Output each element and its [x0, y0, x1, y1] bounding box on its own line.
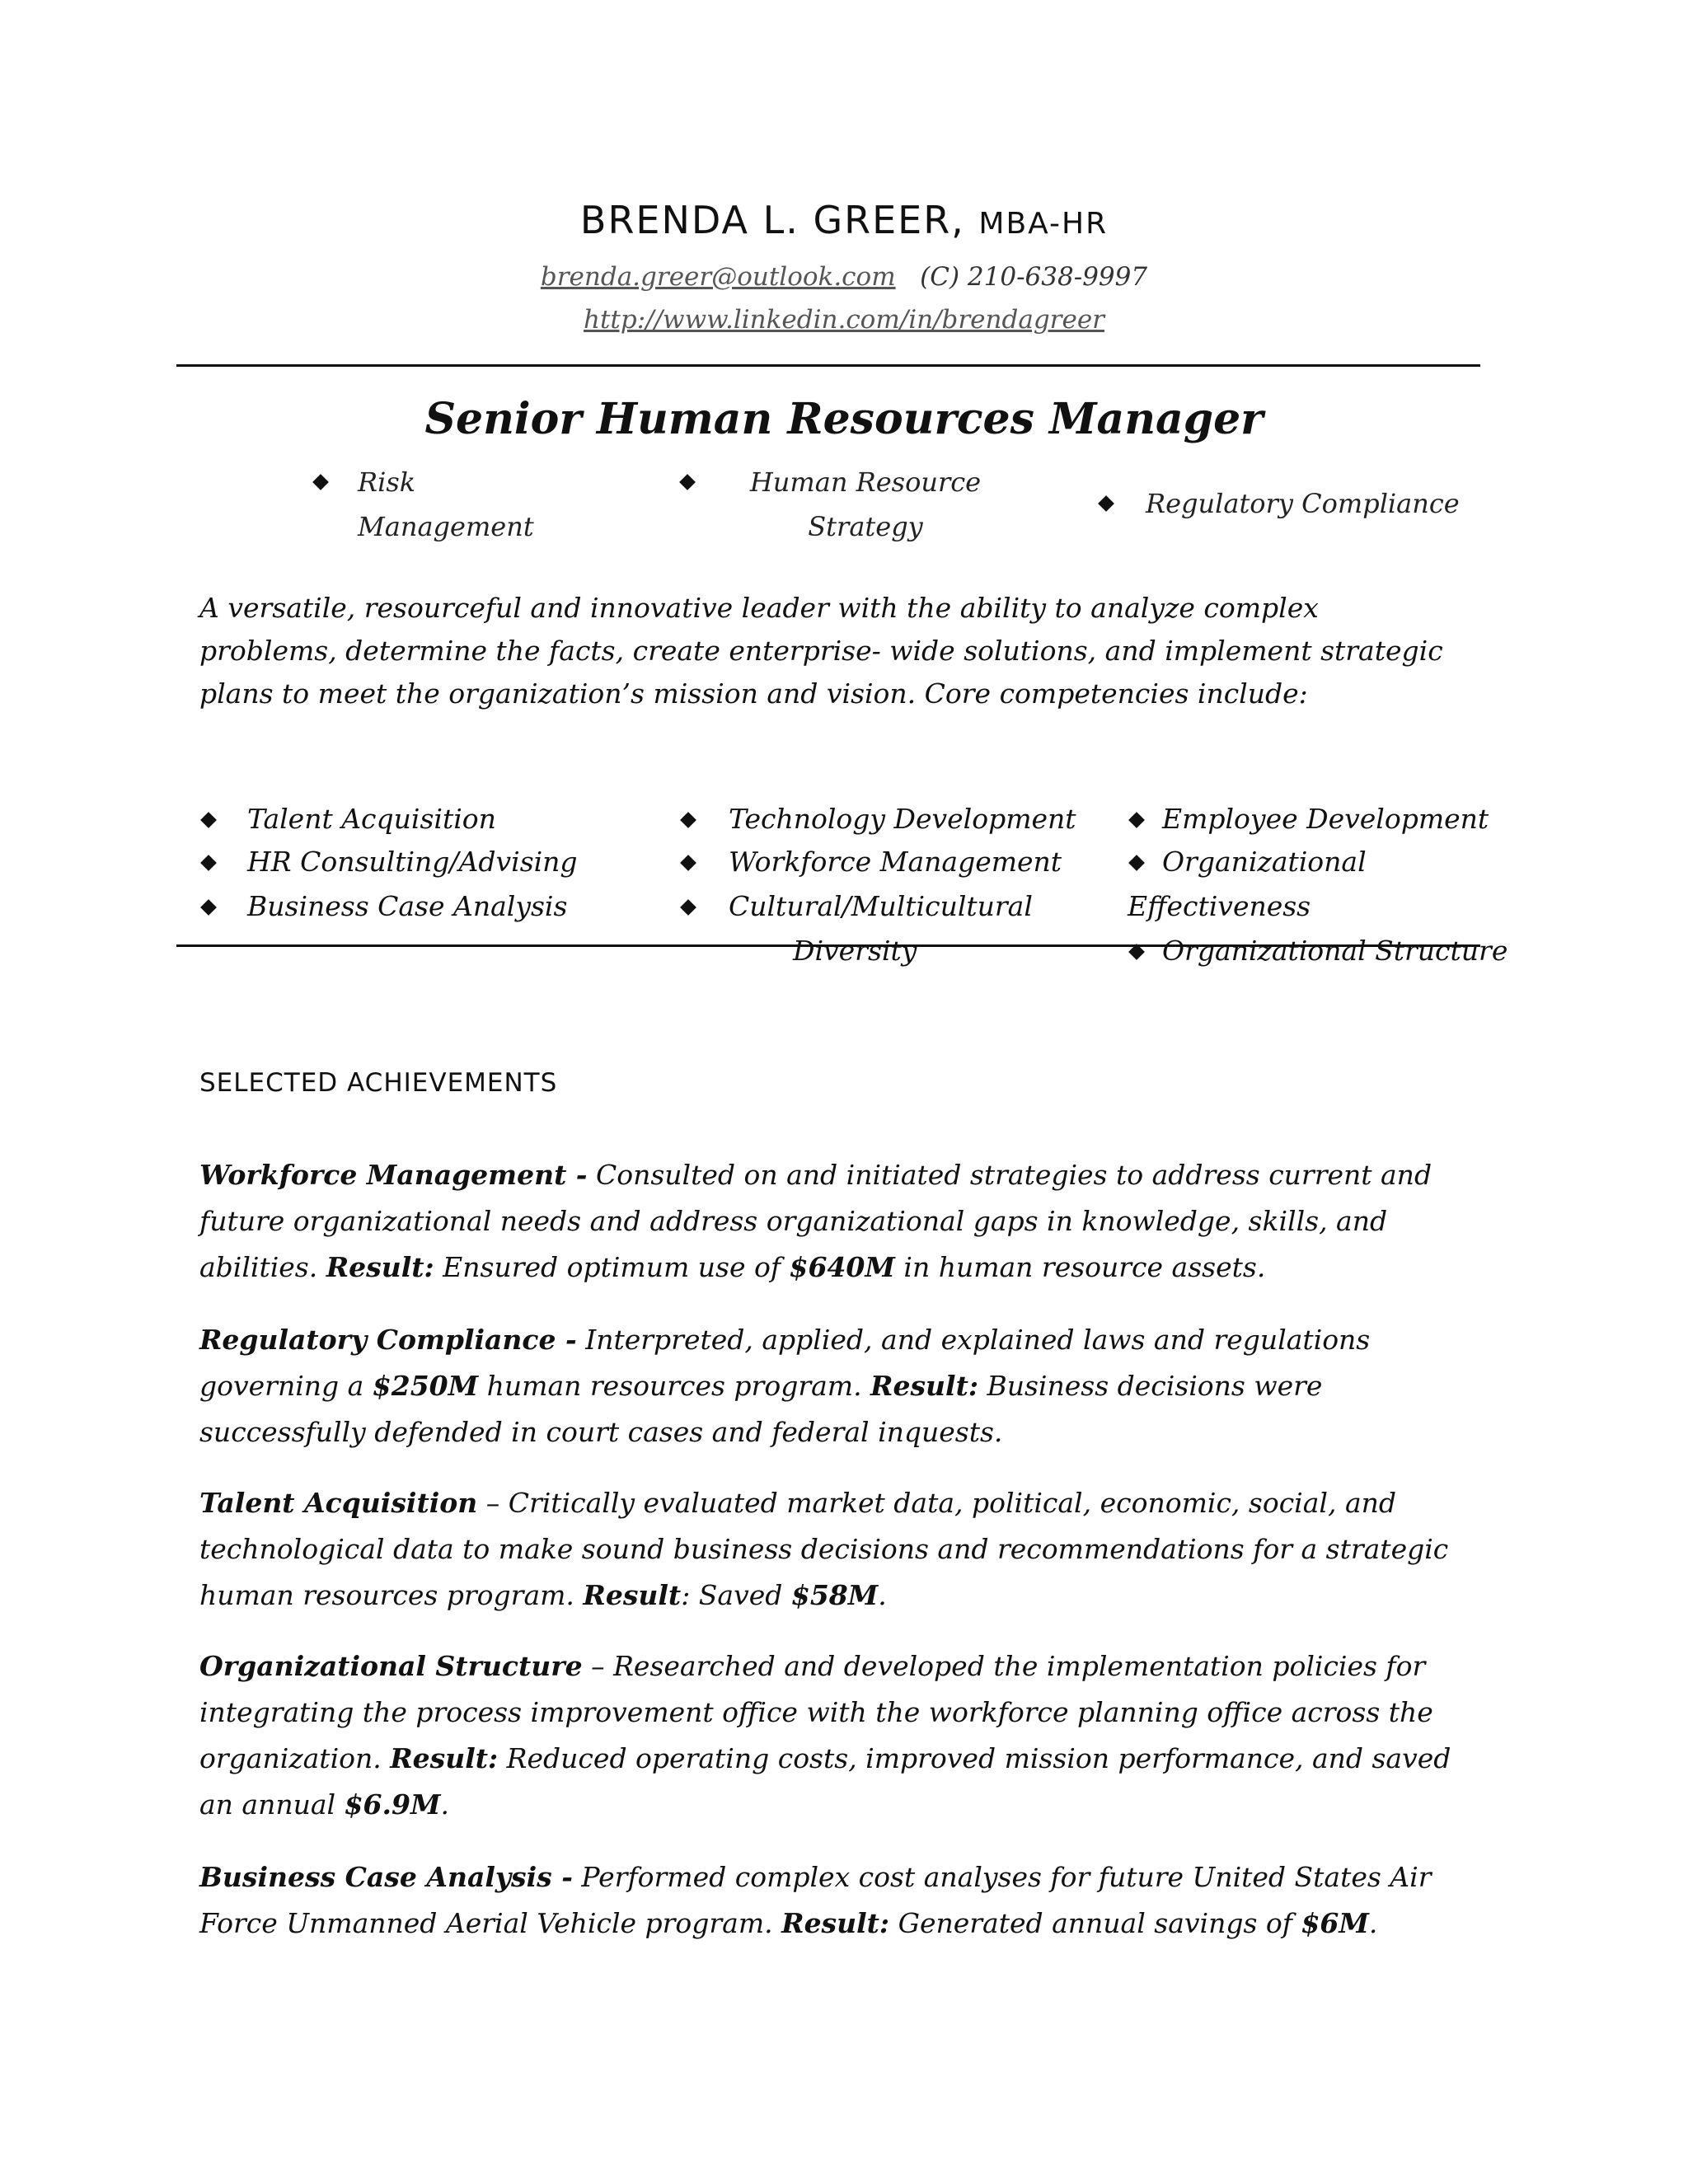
- competency-item: Employee Development: [1162, 803, 1489, 835]
- achievement-text: – Critically evaluated market data, political, economic, social, and technological data to make sound business decisions and recommendations for a strategic human resources program.: [199, 1487, 1449, 1611]
- result-text: Business decisions were successfully defended in court cases and federal inquests.: [199, 1370, 1323, 1448]
- linkedin-line: [0, 305, 1688, 335]
- competency-item: Organizational: [1162, 846, 1367, 878]
- competency-item: HR Consulting/Advising: [247, 846, 578, 878]
- achievement-item: [199, 1317, 1485, 1455]
- achievement-title: Organizational Structure: [199, 1650, 583, 1682]
- result-label: Result: [583, 1579, 682, 1611]
- result-label: Result:: [870, 1370, 978, 1402]
- bullet-icon: [1128, 855, 1145, 871]
- achievement-item: [199, 1152, 1485, 1291]
- competency-item-continued: Diversity: [793, 935, 917, 967]
- credential-text: MBA-HR: [978, 207, 1109, 241]
- bullet-icon: [680, 812, 696, 828]
- bullet-icon: [200, 899, 217, 916]
- result-highlight: $640M: [789, 1251, 895, 1283]
- bullet-icon: [1098, 495, 1114, 512]
- result-text: Generated annual savings of: [889, 1907, 1301, 1939]
- specialty-line: Regulatory Compliance: [1146, 488, 1460, 519]
- achievement-title: Regulatory Compliance -: [199, 1324, 577, 1356]
- section-title-achievements: SELECTED ACHIEVEMENTS: [199, 1068, 558, 1098]
- competency-item: Cultural/Multicultural: [729, 890, 1033, 922]
- specialty-line: Risk: [358, 466, 416, 498]
- specialty-regulatory: [1146, 481, 1460, 526]
- result-highlight: $6M: [1301, 1907, 1369, 1939]
- result-highlight: $6.9M: [344, 1788, 441, 1821]
- bullet-icon: [679, 474, 696, 490]
- achievement-text: Performed complex cost analyses for future United States Air Force Unmanned Aerial Vehicle program.: [199, 1861, 1432, 1939]
- result-tail: .: [1368, 1907, 1378, 1939]
- name-text: BRENDA L. GREER,: [579, 198, 965, 242]
- bullet-icon: [312, 474, 329, 490]
- email-link[interactable]: brenda.greer@outlook.com: [540, 262, 896, 292]
- headline: Senior Human Resources Manager: [424, 394, 1264, 444]
- result-tail: .: [440, 1788, 449, 1821]
- achievement-item: [199, 1643, 1485, 1828]
- contact-line: [0, 262, 1688, 292]
- bullet-icon: [680, 899, 696, 916]
- competency-item: Technology Development: [729, 803, 1076, 835]
- professional-summary: A versatile, resourceful and innovative leader with the ability to analyze complex problems, determine the facts, create enterprise- wide solutions, and implement strategic plans to meet the organization’s mission and vision. Core competencies include:: [199, 592, 1443, 710]
- achievement-item: [199, 1854, 1485, 1947]
- competencies-divider: [176, 944, 1480, 947]
- result-highlight: $58M: [790, 1579, 879, 1611]
- achievement-text: Interpreted, applied, and explained laws and regulations governing a: [199, 1324, 1371, 1402]
- achievement-title: Talent Acquisition: [199, 1487, 478, 1519]
- result-label: Result:: [390, 1742, 499, 1774]
- achievement-title: Business Case Analysis -: [199, 1861, 573, 1893]
- result-text: Ensured optimum use of: [434, 1251, 790, 1283]
- competency-item: Workforce Management: [729, 846, 1062, 878]
- bullet-icon: [680, 855, 696, 871]
- competency-item: Talent Acquisition: [247, 803, 496, 835]
- phone-number: (C) 210-638-9997: [920, 262, 1148, 292]
- achievement-title: Workforce Management -: [199, 1159, 588, 1191]
- competency-item-continued: Effectiveness: [1128, 890, 1311, 922]
- linkedin-link[interactable]: http://www.linkedin.com/in/brendagreer: [583, 305, 1104, 335]
- specialty-risk: [358, 460, 534, 549]
- competency-item: Business Case Analysis: [247, 890, 568, 922]
- result-tail: .: [878, 1579, 887, 1611]
- specialty-hr-strategy: [725, 460, 1006, 549]
- bullet-icon: [1128, 812, 1145, 828]
- header-divider: [176, 364, 1480, 367]
- specialty-line: Strategy: [808, 511, 923, 542]
- bullet-icon: [200, 855, 217, 871]
- competency-item: Organizational Structure: [1162, 935, 1508, 967]
- specialty-line: Human Resource: [749, 466, 982, 498]
- result-label: Result:: [326, 1251, 434, 1283]
- result-text: Reduced operating costs, improved mission performance, and saved an annual: [199, 1742, 1451, 1821]
- result-highlight: $250M: [372, 1370, 479, 1402]
- result-label: Result:: [781, 1907, 890, 1939]
- achievement-item: [199, 1480, 1485, 1619]
- candidate-name: [0, 198, 1688, 242]
- achievement-text: human resources program.: [478, 1370, 871, 1402]
- result-tail: in human resource assets.: [894, 1251, 1266, 1283]
- achievement-text: – Researched and developed the implementation policies for integrating the process improvement office with the workforce planning office across the organization.: [199, 1650, 1433, 1774]
- achievement-text: Consulted on and initiated strategies to address current and future organizational needs and address organizational gaps in knowledge, skills, and abilities.: [199, 1159, 1432, 1283]
- specialty-line: Management: [358, 511, 534, 542]
- bullet-icon: [200, 812, 217, 828]
- result-text: : Saved: [681, 1579, 791, 1611]
